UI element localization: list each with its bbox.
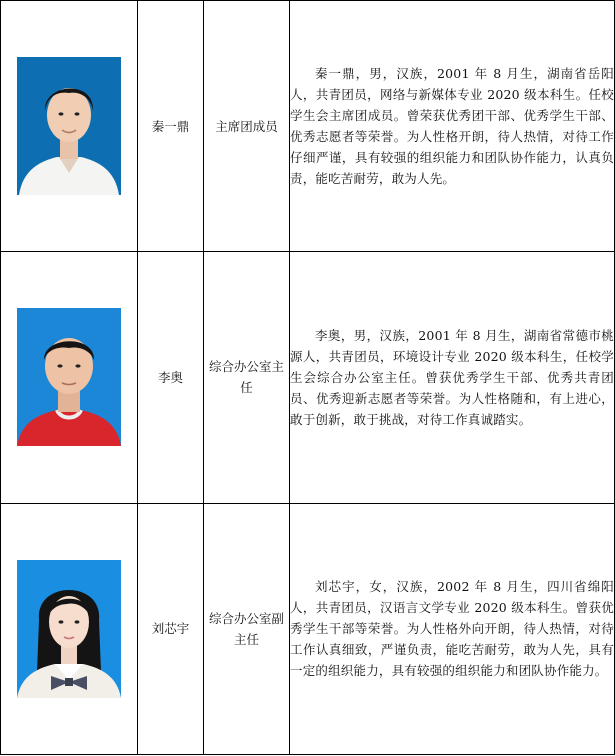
portrait-male-icon xyxy=(17,57,121,195)
member-role: 综合办公室主任 xyxy=(204,252,290,503)
member-row xyxy=(1,503,615,754)
member-row xyxy=(1,1,615,252)
portrait-female-icon xyxy=(17,560,121,698)
member-role: 主席团成员 xyxy=(204,1,290,252)
member-bio: 刘芯宇，女，汉族，2002 年 8 月生，四川省绵阳人，共青团员，汉语言文学专业 2020 级本科生。曾获优秀学生干部等荣誉。为人性格外向开朗，待人热情，对待工作认真细致，严谨负责，能吃苦耐劳，敢为人先，具有一定的组织能力，具有较强的组织能力和团队协作能力。 xyxy=(290,579,614,679)
member-name: 秦一鼎 xyxy=(138,1,204,252)
photo-cell xyxy=(1,1,138,252)
member-row xyxy=(1,252,615,503)
photo-cell xyxy=(1,503,138,754)
photo-cell xyxy=(1,252,138,503)
member-photo xyxy=(17,560,121,698)
member-bio: 李奥，男，汉族，2001 年 8 月生，湖南省常德市桃源人，共青团员，环境设计专业 2020 级本科生，任校学生会综合办公室主任。曾获优秀学生干部、优秀共青团员、优秀迎新志愿者等荣誉。为人性格随和，有上进心，敢于创新，敢于挑战，对待工作真诚踏实。 xyxy=(290,327,614,427)
member-bio: 秦一鼎，男，汉族，2001 年 8 月生，湖南省岳阳人，共青团员，网络与新媒体专业 2020 级本科生。任校学生会主席团成员。曾荣获优秀团干部、优秀学生干部、优秀志愿者等荣誉。为人性格开朗，待人热情，对待工作仔细严谨，具有较强的组织能力和团队协作能力，认真负责，能吃苦耐劳，敢为人先。 xyxy=(290,66,614,187)
bio-cell xyxy=(290,252,615,503)
bio-cell xyxy=(290,1,615,252)
portrait-male-icon xyxy=(17,308,121,446)
member-photo xyxy=(17,57,121,195)
member-role: 综合办公室副主任 xyxy=(204,503,290,754)
member-name: 李奥 xyxy=(138,252,204,503)
bio-cell xyxy=(290,503,615,754)
member-photo xyxy=(17,308,121,446)
member-name: 刘芯宇 xyxy=(138,503,204,754)
